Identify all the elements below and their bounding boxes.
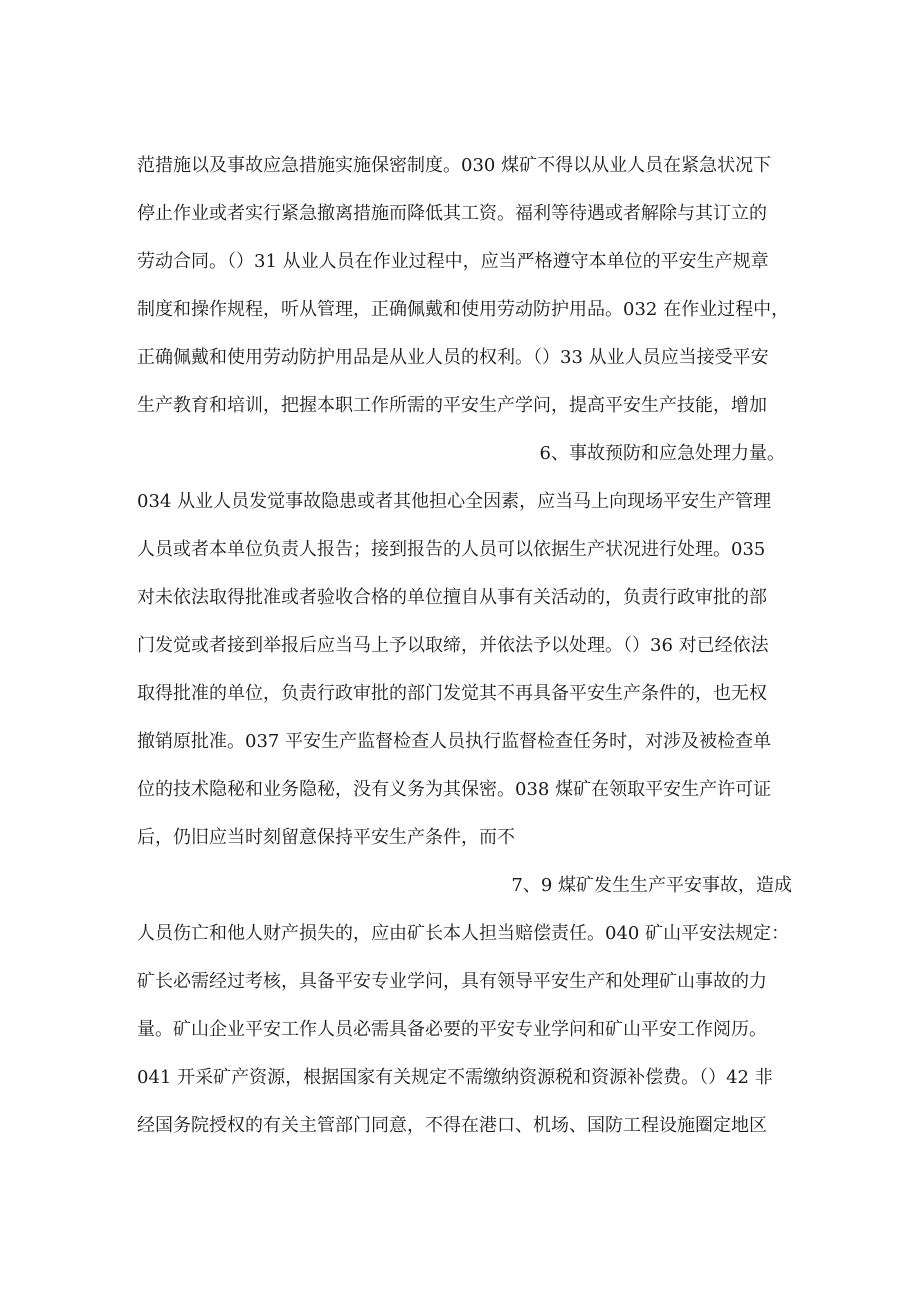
text-line: 矿长必需经过考核，具备平安专业学问，具有领导平安生产和处理矿山事故的力: [137, 971, 767, 992]
section-heading: 7、9 煤矿发生生产平安事故，造成: [511, 875, 792, 896]
text-line: 位的技术隐秘和业务隐秘，没有义务为其保密。038 煤矿在领取平安生产许可证: [137, 779, 772, 800]
text-line: 后，仍旧应当时刻留意保持平安生产条件，而不: [137, 827, 515, 848]
text-line: 取得批准的单位，负责行政审批的部门发觉其不再具备平安生产条件的，也无权: [137, 683, 767, 704]
text-line: 门发觉或者接到举报后应当马上予以取缔，并依法予以处理。（）36 对已经依法: [137, 635, 769, 656]
text-line: 041 开采矿产资源，根据国家有关规定不需缴纳资源税和资源补偿费。（）42 非: [137, 1067, 773, 1088]
text-line: 量。矿山企业平安工作人员必需具备必要的平安专业学问和矿山平安工作阅历。: [137, 1019, 767, 1040]
text-line: 经国务院授权的有关主管部门同意，不得在港口、机场、国防工程设施圈定地区: [137, 1115, 767, 1136]
text-line: 正确佩戴和使用劳动防护用品是从业人员的权利。（）33 从业人员应当接受平安: [137, 347, 769, 368]
text-line: 034 从业人员发觉事故隐患或者其他担心全因素，应当马上向现场平安生产管理: [137, 491, 772, 512]
section-heading: 6、事故预防和应急处理力量。: [539, 443, 785, 464]
text-line: 人员伤亡和他人财产损失的，应由矿长本人担当赔偿责任。040 矿山平安法规定：: [137, 923, 790, 944]
text-line: 制度和操作规程，听从管理，正确佩戴和使用劳动防护用品。032 在作业过程中，: [137, 299, 790, 320]
text-line: 范措施以及事故应急措施实施保密制度。030 煤矿不得以从业人员在紧急状况下: [137, 155, 772, 176]
text-line: 撤销原批准。037 平安生产监督检查人员执行监督检查任务时，对涉及被检查单: [137, 731, 772, 752]
text-line: 生产教育和培训，把握本职工作所需的平安生产学问，提高平安生产技能，增加: [137, 395, 767, 416]
text-line: 劳动合同。（）31 从业人员在作业过程中，应当严格遵守本单位的平安生产规章: [137, 251, 769, 272]
text-line: 人员或者本单位负责人报告；接到报告的人员可以依据生产状况进行处理。035: [137, 539, 766, 560]
text-line: 对未依法取得批准或者验收合格的单位擅自从事有关活动的，负责行政审批的部: [137, 587, 767, 608]
text-line: 停止作业或者实行紧急撤离措施而降低其工资。福利等待遇或者解除与其订立的: [137, 203, 767, 224]
